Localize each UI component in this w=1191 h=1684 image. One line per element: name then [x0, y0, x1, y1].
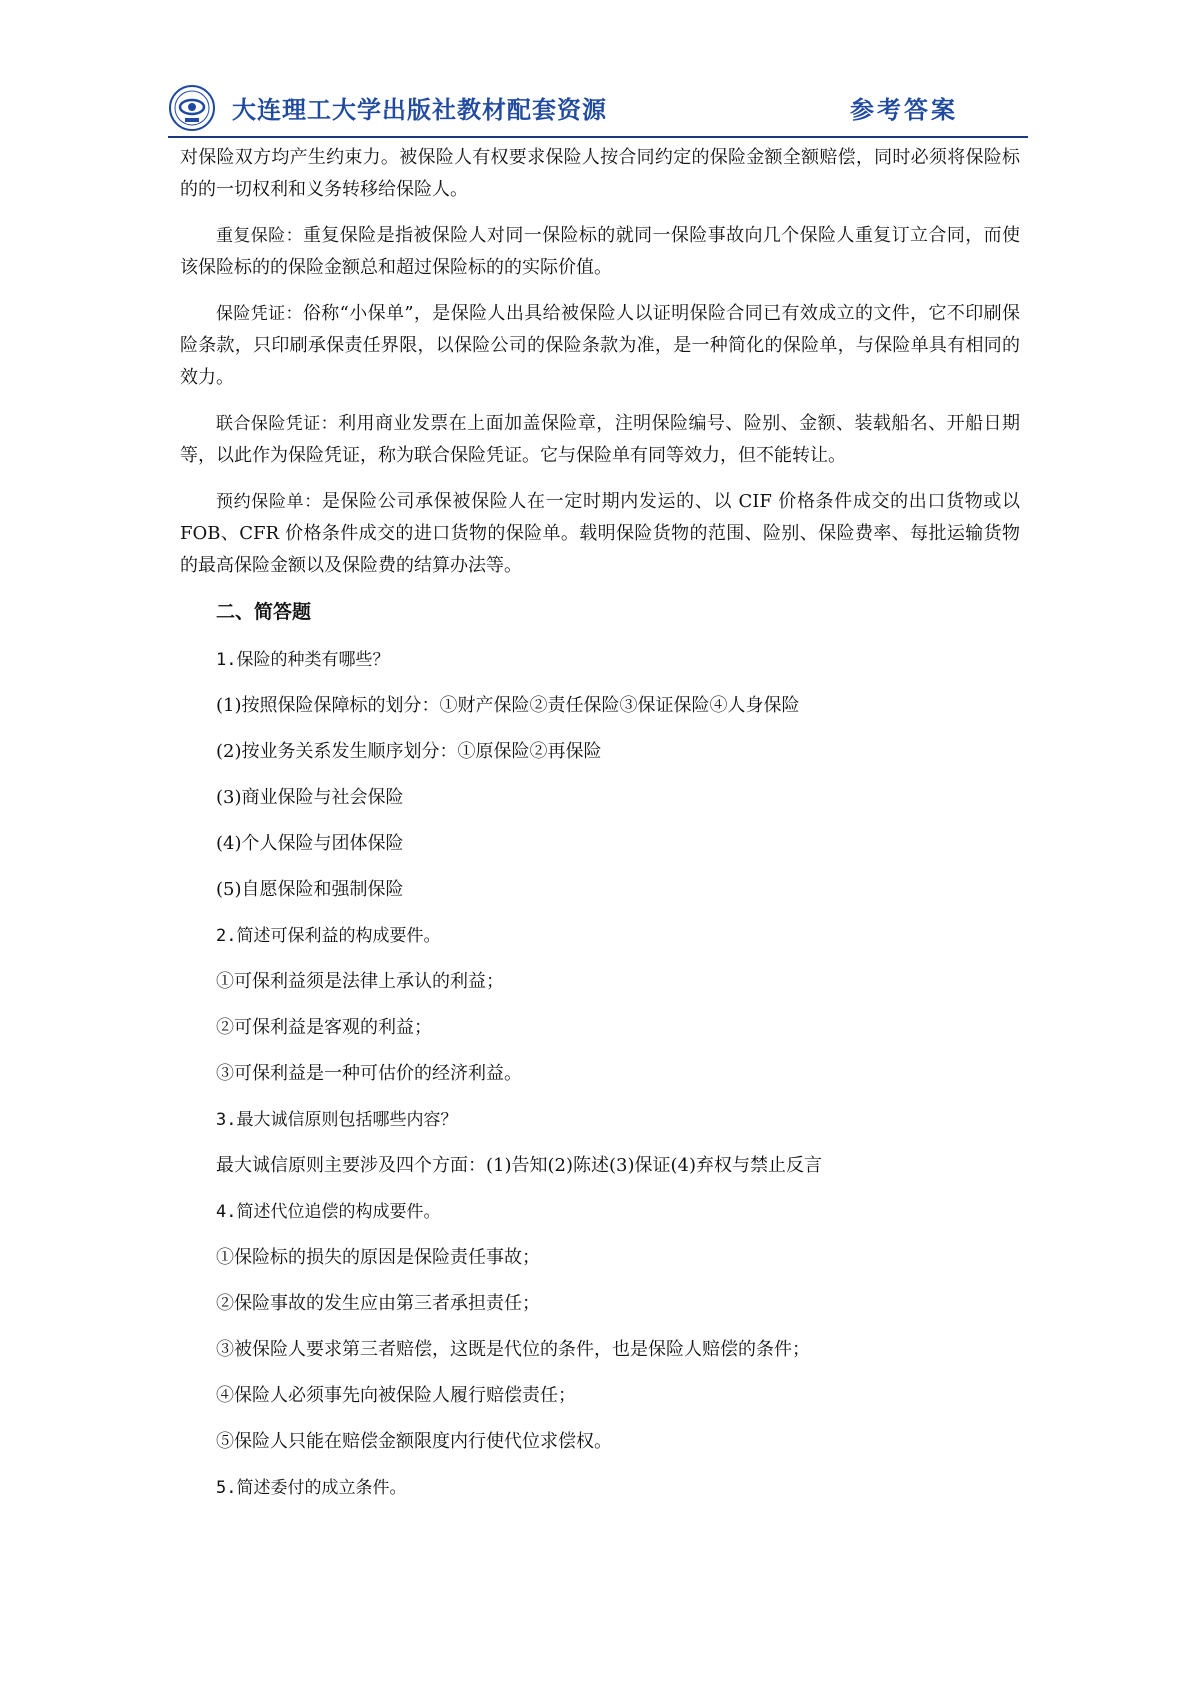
answer-line: ③可保利益是一种可估价的经济利益。 [216, 1063, 522, 1084]
definition-text: 是保险公司承保被保险人在一定时期内发运的、以 CIF 价格条件成交的出口货物或以 FOB、CFR 价格条件成交的进口货物的保险单。载明保险货物的范围、险别、保险费率、每批运输货物的最高保险金额以及保险费的结算办法等。 [180, 491, 1021, 576]
answer-label: 参考答案 [850, 96, 958, 124]
section-heading: 二、简答题 [216, 601, 312, 623]
answer-line: ①保险标的损失的原因是保险责任事故； [216, 1247, 540, 1268]
answer-line: ⑤保险人只能在赔偿金额限度内行使代位求偿权。 [216, 1431, 612, 1452]
answer-line: ②保险事故的发生应由第三者承担责任； [216, 1293, 540, 1314]
question-5: 5.简述委付的成立条件。 [216, 1478, 407, 1498]
answer-line: (1)按照保险保障标的划分：①财产保险②责任保险③保证保险④人身保险 [216, 695, 800, 716]
definition-text: 利用商业发票在上面加盖保险章，注明保险编号、险别、金额、装载船名、开船日期等，以此作为保险凭证，称为联合保险凭证。它与保险单有同等效力，但不能转让。 [180, 413, 1020, 466]
definition-duplicate-insurance [180, 220, 1020, 284]
definition-term: 保险凭证： [216, 304, 303, 324]
question-1: 1.保险的种类有哪些？ [216, 650, 390, 670]
definition-term: 预约保险单： [216, 492, 322, 512]
answer-line: 最大诚信原则主要涉及四个方面：(1)告知(2)陈述(3)保证(4)弃权与禁止反言 [216, 1155, 822, 1176]
page-header [168, 78, 1028, 138]
answer-line: ②可保利益是客观的利益； [216, 1017, 432, 1038]
answer-line: ①可保利益须是法律上承认的利益； [216, 971, 504, 992]
definition-combined-certificate [180, 408, 1020, 472]
question-2: 2.简述可保利益的构成要件。 [216, 926, 441, 946]
definition-text: 重复保险是指被保险人对同一保险标的就同一保险事故向几个保险人重复订立合同，而使该保险标的的保险金额总和超过保险标的的实际价值。 [180, 225, 1021, 278]
question-3: 3.最大诚信原则包括哪些内容？ [216, 1110, 458, 1130]
definition-text: 俗称“小保单”，是保险人出具给被保险人以证明保险合同已有效成立的文件，它不印刷保险条款，只印刷承保责任界限，以保险公司的保险条款为准，是一种简化的保险单，与保险单具有相同的效力。 [180, 303, 1020, 388]
question-4: 4.简述代位追偿的构成要件。 [216, 1202, 441, 1222]
answer-line: ③被保险人要求第三者赔偿，这既是代位的条件，也是保险人赔偿的条件； [216, 1339, 810, 1360]
definition-open-policy [180, 486, 1020, 582]
publisher-title: 大连理工大学出版社教材配套资源 [232, 96, 607, 124]
answer-line: (2)按业务关系发生顺序划分：①原保险②再保险 [216, 741, 602, 762]
paragraph-continued [180, 142, 1020, 206]
definition-insurance-certificate [180, 298, 1020, 394]
definition-term: 联合保险凭证： [216, 414, 339, 434]
answer-line: (3)商业保险与社会保险 [216, 787, 404, 808]
page-content [180, 142, 1020, 1518]
paragraph-text: 对保险双方均产生约束力。被保险人有权要求保险人按合同约定的保险金额全额赔偿，同时必须将保险标的的一切权利和义务转移给保险人。 [180, 147, 1020, 200]
definition-term: 重复保险： [216, 226, 303, 246]
header-rule [168, 136, 1028, 138]
answer-line: (5)自愿保险和强制保险 [216, 879, 404, 900]
university-seal-icon [168, 84, 216, 132]
answer-line: ④保险人必须事先向被保险人履行赔偿责任； [216, 1385, 576, 1406]
answer-line: (4)个人保险与团体保险 [216, 833, 404, 854]
